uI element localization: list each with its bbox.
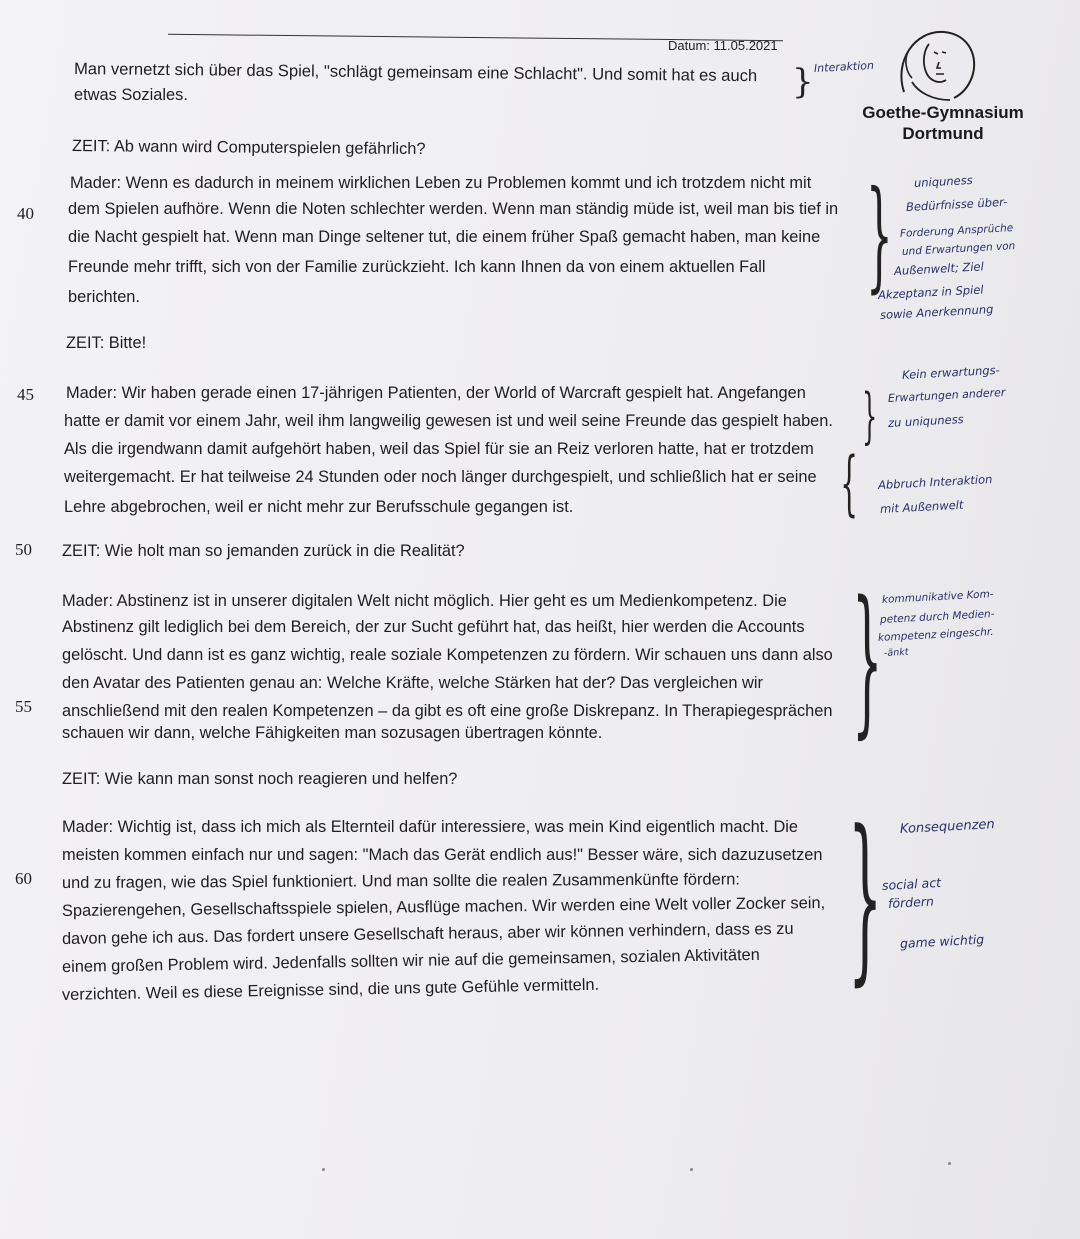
line-number: 60 bbox=[15, 869, 32, 888]
question-heading: ZEIT: Ab wann wird Computerspielen gefährlich? bbox=[71, 137, 426, 159]
text-line: dem Spielen aufhöre. Wenn die Noten schlechter werden. Wenn man ständig müde ist, weil man bis tief in bbox=[68, 200, 839, 218]
handwritten-brace: } bbox=[866, 166, 893, 305]
handwritten-note: Erwartungen anderer bbox=[887, 385, 1006, 405]
text-line: Lehre abgebrochen, weil er nicht mehr zur Berufsschule gegangen ist. bbox=[64, 498, 574, 516]
handwritten-brace: } bbox=[792, 62, 814, 102]
handwritten-note: -änkt bbox=[883, 646, 909, 659]
question-heading: ZEIT: Wie kann man sonst noch reagieren und helfen? bbox=[62, 770, 458, 788]
handwritten-note: Akzeptanz in Spiel bbox=[877, 282, 984, 302]
handwritten-brace: } bbox=[848, 793, 883, 1002]
text-line: Als die irgendwann damit aufgehört haben, weil das Spiel für sie an Reiz verloren hatte, hat er trotzdem bbox=[64, 440, 814, 458]
text-line: Man vernetzt sich über das Spiel, "schlägt gemeinsam eine Schlacht". Und somit hat es auch bbox=[73, 59, 758, 86]
handwritten-note: Abbruch Interaktion bbox=[877, 472, 993, 492]
text-line: Mader: Abstinenz ist in unserer digitalen Welt nicht möglich. Hier geht es um Medienkompetenz. Die bbox=[62, 592, 787, 610]
line-number: 55 bbox=[15, 697, 32, 716]
text-line: Mader: Wir haben gerade einen 17-jährigen Patienten, der World of Warcraft gespielt hat. Angefangen bbox=[66, 384, 806, 402]
handwritten-note: game wichtig bbox=[899, 931, 985, 951]
text-line: Mader: Wenn es dadurch in meinem wirklichen Leben zu Problemen kommt und ich trotzdem nicht mit bbox=[70, 174, 812, 192]
handwritten-note: mit Außenwelt bbox=[879, 497, 964, 516]
text-line: den Avatar des Patienten genau an: Welche Kräfte, welche Stärken hat der? Das vergleichen wir bbox=[62, 674, 763, 692]
line-number: 40 bbox=[17, 204, 34, 223]
text-line: Abstinenz gilt lediglich bei dem Bereich, der zur Sucht geführt hat, das heißt, hier werden die Accounts bbox=[62, 618, 805, 636]
question-heading: ZEIT: Bitte! bbox=[66, 334, 147, 352]
paper-speck bbox=[322, 1168, 325, 1171]
handwritten-brace: } bbox=[852, 566, 883, 753]
handwritten-brace: } bbox=[862, 381, 878, 451]
line-number: 50 bbox=[15, 540, 32, 559]
text-line: schauen wir dann, welche Fähigkeiten man sozusagen übertragen könnte. bbox=[62, 724, 603, 742]
question-heading: ZEIT: Wie holt man so jemanden zurück in die Realität? bbox=[62, 542, 465, 560]
handwritten-note: kommunikative Kom- bbox=[881, 588, 994, 606]
handwritten-note: Bedürfnisse über- bbox=[905, 194, 1008, 214]
text-line: hatte er damit vor einem Jahr, weil ihm langweilig gewesen ist und weil seine Freunde das gespielt haben. bbox=[64, 412, 833, 430]
text-line: anschließend mit den realen Kompetenzen – da gibt es oft eine große Diskrepanz. In Therapiegesprächen bbox=[62, 702, 833, 720]
handwritten-note: Außenwelt; Ziel bbox=[893, 259, 985, 278]
text-line: weitergemacht. Er hat teilweise 24 Stunden oder noch länger durchgespielt, und schließlich hat er seine bbox=[64, 468, 817, 486]
handwritten-note: kompetenz eingeschr. bbox=[877, 625, 994, 644]
text-line: und zu fragen, wie das Spiel funktioniert. Und man sollte die realen Zusammenkünfte fördern: bbox=[61, 870, 740, 892]
text-line: Spazierengehen, Gesellschaftsspiele spielen, Ausflüge machen. Wir werden eine Welt voller Zocker sein, bbox=[61, 894, 826, 920]
handwritten-note: fördern bbox=[887, 893, 935, 911]
handwritten-note: Konsequenzen bbox=[899, 817, 996, 837]
text-line: berichten. bbox=[68, 288, 140, 306]
text-line: meisten kommen einfach nur und sagen: "Mach das Gerät endlich aus!" Besser wäre, sich dazuzusetzen bbox=[62, 846, 823, 864]
handwritten-note: und Erwartungen von bbox=[901, 240, 1016, 258]
document-date: Datum: 11.05.2021 bbox=[668, 38, 778, 53]
school-name-line2: Dortmund bbox=[902, 124, 984, 143]
school-name bbox=[838, 102, 1048, 144]
text-line: Freunde mehr trifft, sich von der Familie zurückzieht. Ich kann Ihnen da von einem aktuellen Fall bbox=[68, 258, 766, 276]
handwritten-note: zu uniquness bbox=[887, 412, 964, 430]
goethe-portrait-logo bbox=[884, 22, 984, 104]
line-number: 45 bbox=[17, 385, 34, 404]
text-line: Mader: Wichtig ist, dass ich mich als Elternteil dafür interessiere, was mein Kind eigentlich macht. Die bbox=[62, 818, 799, 836]
school-name-line1: Goethe-Gymnasium bbox=[862, 103, 1024, 122]
handwritten-note: Forderung Ansprüche bbox=[899, 222, 1014, 240]
paper-speck bbox=[948, 1162, 951, 1165]
handwritten-note: Kein erwartungs- bbox=[901, 362, 1001, 382]
handwritten-brace: } bbox=[840, 442, 858, 524]
text-line: verzichten. Weil es diese Ereignisse sind, die uns gute Gefühle vermitteln. bbox=[61, 975, 600, 1004]
handwritten-note: sowie Anerkennung bbox=[879, 302, 994, 322]
text-line: einem großen Problem wird. Jedenfalls sollten wir nie auf die gemeinsamen, sozialen Aktivitäten bbox=[61, 945, 760, 976]
handwritten-note: Interaktion bbox=[813, 58, 875, 75]
handwritten-note: petenz durch Medien- bbox=[879, 608, 995, 626]
text-line: etwas Soziales. bbox=[74, 86, 188, 104]
paper-speck bbox=[690, 1168, 693, 1171]
text-line: die Nacht gespielt hat. Wenn man Dinge seltener tut, die einem früher Spaß gemacht haben, man keine bbox=[68, 228, 821, 246]
handwritten-note: social act bbox=[881, 874, 942, 893]
handwritten-note: uniquness bbox=[913, 172, 974, 190]
text-line: davon gehe ich aus. Das fordert unsere Gesellschaft heraus, aber wir können verhindern, dass es zu bbox=[61, 919, 794, 948]
text-line: gelöscht. Und dann ist es ganz wichtig, reale soziale Kompetenzen zu fördern. Wir schauen uns dann also bbox=[62, 646, 833, 664]
